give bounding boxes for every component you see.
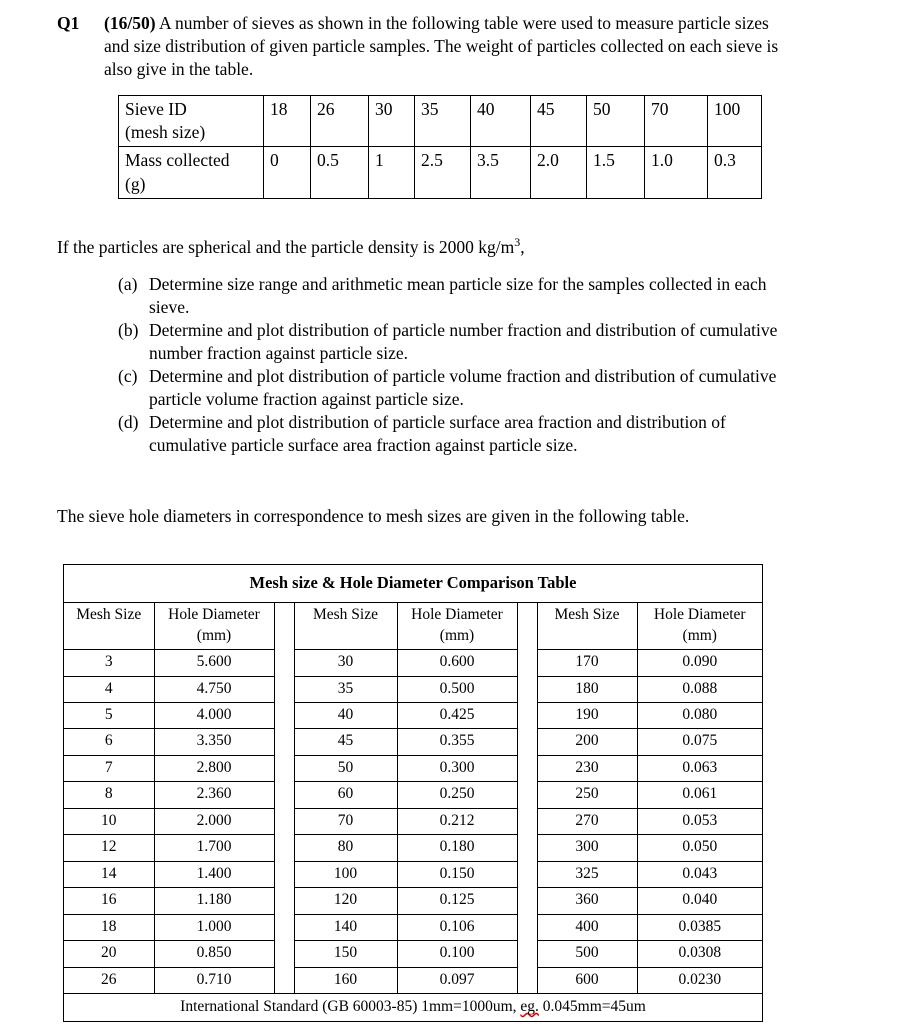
mesh-size-cell: 600 xyxy=(537,967,637,993)
sieve-value-cell: 1.0 xyxy=(645,147,708,198)
mesh-size-header: Mesh Size xyxy=(64,603,154,649)
question-text: A number of sieves as shown in the following table were used to measure particle sizes and size distribution of given particle samples. The weight of particles collected on each sieve is also give in the table. xyxy=(104,13,779,80)
sieve-table xyxy=(118,95,762,198)
hole-diameter-cell: 1.400 xyxy=(154,861,274,887)
footer-spellcheck-word: eg. xyxy=(520,997,539,1015)
sieve-value-cell: 45 xyxy=(531,96,587,147)
table-row xyxy=(64,914,274,940)
question-points: (16/50) xyxy=(104,13,156,33)
table-row xyxy=(537,835,762,861)
hole-diameter-cell: 1.180 xyxy=(154,888,274,914)
comp-tbody-2 xyxy=(537,650,762,993)
mesh-size-cell: 325 xyxy=(537,861,637,887)
task-item xyxy=(118,365,796,411)
table-row xyxy=(294,650,517,676)
hole-diameter-cell: 0.053 xyxy=(637,808,762,834)
table-row xyxy=(64,676,274,702)
table-row xyxy=(294,808,517,834)
mesh-size-cell: 60 xyxy=(294,782,397,808)
mesh-size-cell: 300 xyxy=(537,835,637,861)
table-row xyxy=(294,755,517,781)
table-row xyxy=(537,755,762,781)
comparison-subtable-3 xyxy=(537,603,763,993)
sieve-value-cell: 0.3 xyxy=(708,147,762,198)
hole-diameter-cell: 0.090 xyxy=(637,650,762,676)
sieve-row-1-label-line2: (mesh size) xyxy=(125,122,206,143)
table-row xyxy=(294,782,517,808)
hole-diameter-cell: 1.700 xyxy=(154,835,274,861)
task-item xyxy=(118,411,796,457)
task-item-text: Determine and plot distribution of particle number fraction and distribution of cumulative number fraction against particle size. xyxy=(149,319,778,363)
sieve-value-cell: 0.5 xyxy=(311,147,369,198)
table-row xyxy=(537,782,762,808)
mesh-size-cell: 100 xyxy=(294,861,397,887)
hole-diameter-cell: 0.050 xyxy=(637,835,762,861)
comp-tbody-1 xyxy=(294,650,517,993)
table-row xyxy=(64,650,274,676)
mesh-size-cell: 190 xyxy=(537,703,637,729)
mesh-size-header: Mesh Size xyxy=(537,603,637,649)
table-row xyxy=(537,729,762,755)
comparison-table xyxy=(63,564,763,1022)
table-row xyxy=(64,729,274,755)
hole-diameter-header-line2: (mm) xyxy=(196,626,232,644)
mesh-size-cell: 160 xyxy=(294,967,397,993)
table-row xyxy=(294,941,517,967)
table-row xyxy=(537,941,762,967)
header-row xyxy=(294,603,517,649)
mesh-size-cell: 45 xyxy=(294,729,397,755)
hole-diameter-cell: 0.100 xyxy=(397,941,517,967)
table-row xyxy=(537,914,762,940)
table-row xyxy=(537,808,762,834)
hole-diameter-header-line1: Hole Diameter xyxy=(653,606,746,624)
sieve-row-1-label xyxy=(119,96,264,147)
hole-diameter-cell: 0.425 xyxy=(397,703,517,729)
hole-diameter-cell: 0.850 xyxy=(154,941,274,967)
table-row xyxy=(537,703,762,729)
sieve-value-cell: 3.5 xyxy=(471,147,531,198)
mesh-size-cell: 10 xyxy=(64,808,154,834)
mesh-size-cell: 250 xyxy=(537,782,637,808)
hole-diameter-cell: 0.500 xyxy=(397,676,517,702)
sieve-value-cell: 0 xyxy=(264,147,311,198)
hole-diameter-cell: 0.080 xyxy=(637,703,762,729)
mesh-size-cell: 150 xyxy=(294,941,397,967)
mesh-size-cell: 6 xyxy=(64,729,154,755)
mesh-size-cell: 400 xyxy=(537,914,637,940)
hole-diameter-cell: 0.300 xyxy=(397,755,517,781)
hole-diameter-cell: 0.125 xyxy=(397,888,517,914)
sieve-value-cell: 1.5 xyxy=(587,147,645,198)
hole-diameter-header xyxy=(637,603,762,649)
sieve-row-2-label xyxy=(119,147,264,198)
table-row xyxy=(64,703,274,729)
mesh-size-cell: 18 xyxy=(64,914,154,940)
table-row xyxy=(64,967,274,993)
hole-diameter-cell: 2.360 xyxy=(154,782,274,808)
table-row xyxy=(537,676,762,702)
density-statement xyxy=(57,235,907,259)
mesh-size-cell: 7 xyxy=(64,755,154,781)
comparison-table-body xyxy=(64,603,762,993)
mesh-size-cell: 5 xyxy=(64,703,154,729)
comparison-subtable-2 xyxy=(294,603,518,993)
density-text: If the particles are spherical and the particle density is 2000 kg/m xyxy=(57,236,515,257)
table-row xyxy=(294,967,517,993)
sieve-value-cell: 100 xyxy=(708,96,762,147)
second-intro: The sieve hole diameters in correspondence to mesh sizes are given in the following table. xyxy=(57,506,690,527)
mesh-size-cell: 180 xyxy=(537,676,637,702)
hole-diameter-header xyxy=(154,603,274,649)
table-row xyxy=(537,967,762,993)
table-row xyxy=(537,888,762,914)
sieve-value-cell: 50 xyxy=(587,96,645,147)
mesh-size-cell: 12 xyxy=(64,835,154,861)
table-row xyxy=(64,888,274,914)
sieve-value-cell: 30 xyxy=(369,96,415,147)
hole-diameter-header-line2: (mm) xyxy=(682,626,717,644)
density-superscript: 3 xyxy=(514,234,521,249)
hole-diameter-cell: 0.0230 xyxy=(637,967,762,993)
task-item xyxy=(118,319,796,365)
task-list xyxy=(118,273,796,458)
sieve-row-2-label-line1: Mass collected xyxy=(125,150,230,171)
header-row xyxy=(537,603,762,649)
hole-diameter-cell: 5.600 xyxy=(154,650,274,676)
table-row xyxy=(537,650,762,676)
sieve-row-2-label-line2: (g) xyxy=(125,173,146,194)
question-paragraph xyxy=(104,12,796,81)
mesh-size-cell: 200 xyxy=(537,729,637,755)
hole-diameter-cell: 0.040 xyxy=(637,888,762,914)
hole-diameter-cell: 4.750 xyxy=(154,676,274,702)
mesh-size-cell: 70 xyxy=(294,808,397,834)
table-row xyxy=(64,755,274,781)
sieve-value-cell: 2.0 xyxy=(531,147,587,198)
header-row xyxy=(64,603,274,649)
task-item-text: Determine and plot distribution of particle volume fraction and distribution of cumulative particle volume fraction against particle size. xyxy=(149,365,777,410)
sieve-value-cell: 26 xyxy=(311,96,369,147)
table-row xyxy=(64,835,274,861)
comp-tbody-0 xyxy=(64,650,274,993)
comparison-table-footer xyxy=(64,993,762,1021)
mesh-size-cell: 35 xyxy=(294,676,397,702)
table-row xyxy=(64,861,274,887)
mesh-size-cell: 230 xyxy=(537,755,637,781)
table-row xyxy=(537,861,762,887)
hole-diameter-cell: 0.180 xyxy=(397,835,517,861)
table-row xyxy=(294,861,517,887)
mesh-size-cell: 26 xyxy=(64,967,154,993)
hole-diameter-cell: 0.106 xyxy=(397,914,517,940)
hole-diameter-cell: 0.075 xyxy=(637,729,762,755)
hole-diameter-header-line1: Hole Diameter xyxy=(411,606,503,624)
table-row xyxy=(294,888,517,914)
mesh-size-cell: 30 xyxy=(294,650,397,676)
task-item-label: (c) xyxy=(118,365,138,386)
hole-diameter-cell: 0.0308 xyxy=(637,941,762,967)
sieve-row-2 xyxy=(119,147,762,198)
hole-diameter-cell: 3.350 xyxy=(154,729,274,755)
hole-diameter-cell: 0.212 xyxy=(397,808,517,834)
task-item-label: (d) xyxy=(118,412,139,433)
hole-diameter-header-line2: (mm) xyxy=(439,626,475,644)
mesh-size-cell: 140 xyxy=(294,914,397,940)
mesh-size-cell: 40 xyxy=(294,703,397,729)
hole-diameter-cell: 2.000 xyxy=(154,808,274,834)
hole-diameter-cell: 0.043 xyxy=(637,861,762,887)
footer-text-after: 0.045mm=45um xyxy=(538,997,646,1015)
hole-diameter-cell: 0.150 xyxy=(397,861,517,887)
question-number: Q1 xyxy=(57,13,80,33)
mesh-size-cell: 270 xyxy=(537,808,637,834)
hole-diameter-header xyxy=(397,603,517,649)
mesh-size-cell: 80 xyxy=(294,835,397,861)
table-row xyxy=(294,703,517,729)
hole-diameter-cell: 1.000 xyxy=(154,914,274,940)
mesh-size-cell: 20 xyxy=(64,941,154,967)
sieve-value-cell: 35 xyxy=(415,96,471,147)
hole-diameter-cell: 0.600 xyxy=(397,650,517,676)
comparison-subtable-1 xyxy=(64,603,275,993)
comparison-table-title: Mesh size & Hole Diameter Comparison Table xyxy=(64,565,762,603)
mesh-size-cell: 170 xyxy=(537,650,637,676)
mesh-size-cell: 4 xyxy=(64,676,154,702)
hole-diameter-cell: 0.097 xyxy=(397,967,517,993)
task-item-text: Determine size range and arithmetic mean particle size for the samples collected in each sieve. xyxy=(149,273,767,317)
table-row xyxy=(294,835,517,861)
hole-diameter-cell: 2.800 xyxy=(154,755,274,781)
hole-diameter-cell: 4.000 xyxy=(154,703,274,729)
mesh-size-cell: 3 xyxy=(64,650,154,676)
hole-diameter-cell: 0.250 xyxy=(397,782,517,808)
sieve-value-cell: 2.5 xyxy=(415,147,471,198)
sieve-value-cell: 1 xyxy=(369,147,415,198)
footer-text-before: International Standard (GB 60003-85) 1mm=1000um, xyxy=(180,997,521,1015)
table-row xyxy=(294,914,517,940)
table-row xyxy=(64,782,274,808)
mesh-size-cell: 50 xyxy=(294,755,397,781)
hole-diameter-cell: 0.061 xyxy=(637,782,762,808)
mesh-size-header: Mesh Size xyxy=(294,603,397,649)
task-item-label: (a) xyxy=(118,273,138,294)
table-row xyxy=(64,808,274,834)
task-item xyxy=(118,273,796,319)
table-row xyxy=(294,729,517,755)
mesh-size-cell: 8 xyxy=(64,782,154,808)
hole-diameter-cell: 0.710 xyxy=(154,967,274,993)
task-item-text: Determine and plot distribution of particle surface area fraction and distribution of cumulative particle surface area fraction against particle size. xyxy=(149,412,726,456)
mesh-size-cell: 14 xyxy=(64,861,154,887)
mesh-size-cell: 360 xyxy=(537,888,637,914)
sieve-value-cell: 70 xyxy=(645,96,708,147)
table-row xyxy=(64,941,274,967)
task-item-label: (b) xyxy=(118,319,139,340)
mesh-size-cell: 16 xyxy=(64,888,154,914)
hole-diameter-cell: 0.0385 xyxy=(637,914,762,940)
hole-diameter-header-line1: Hole Diameter xyxy=(168,606,260,624)
hole-diameter-cell: 0.088 xyxy=(637,676,762,702)
question-block xyxy=(57,12,907,81)
mesh-size-cell: 120 xyxy=(294,888,397,914)
table-row xyxy=(294,676,517,702)
sieve-value-cell: 40 xyxy=(471,96,531,147)
sieve-value-cell: 18 xyxy=(264,96,311,147)
mesh-size-cell: 500 xyxy=(537,941,637,967)
hole-diameter-cell: 0.063 xyxy=(637,755,762,781)
density-suffix: , xyxy=(520,236,525,257)
hole-diameter-cell: 0.355 xyxy=(397,729,517,755)
sieve-row-1-label-line1: Sieve ID xyxy=(125,99,187,120)
sieve-row-1 xyxy=(119,96,762,147)
